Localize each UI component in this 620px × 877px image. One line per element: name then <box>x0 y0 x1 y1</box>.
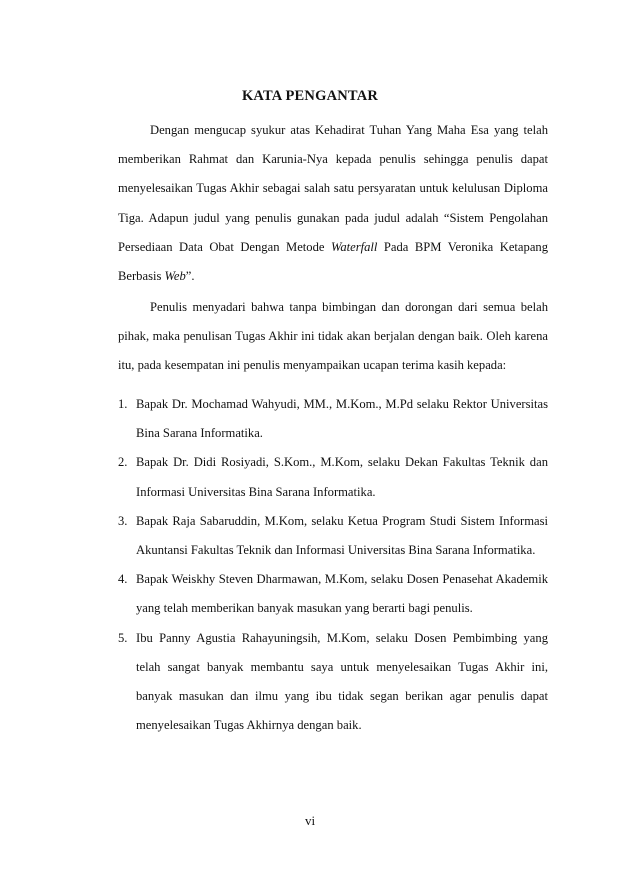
list-item-text: Bapak Dr. Didi Rosiyadi, S.Kom., M.Kom, selaku Dekan Fakultas Teknik dan Informasi Universitas Bina Sarana Informatika. <box>136 455 548 499</box>
list-item-number: 4. <box>118 572 128 587</box>
list-item-text: Bapak Raja Sabaruddin, M.Kom, selaku Ketua Program Studi Sistem Informasi Akuntansi Fakultas Teknik dan Informasi Universitas Bina Sarana Informatika. <box>136 513 548 558</box>
acknowledgement-list <box>118 390 548 740</box>
paragraph-opening <box>118 116 548 291</box>
list-item <box>118 448 548 506</box>
list-item-text: Bapak Weiskhy Steven Dharmawan, M.Kom, selaku Dosen Penasehat Akademik yang telah memberikan banyak masukan yang berarti bagi penulis. <box>136 572 548 616</box>
list-item <box>118 624 548 741</box>
list-item <box>118 390 548 448</box>
page-number: vi <box>304 813 316 828</box>
paragraph-thanks: Penulis menyadari bahwa tanpa bimbingan dan dorongan dari semua belah pihak, maka penulisan Tugas Akhir ini tidak akan berjalan dengan baik. Oleh karena itu, pada kesempatan ini penulis menyampaikan ucapan terima kasih kepada: <box>118 300 548 373</box>
paragraph-opening-text-3: ”. <box>185 269 195 284</box>
list-item <box>118 507 548 565</box>
list-item-number: 5. <box>118 630 128 645</box>
list-item <box>118 565 548 623</box>
page-title: KATA PENGANTAR <box>241 88 379 104</box>
list-item-text: Bapak Dr. Mochamad Wahyudi, MM., M.Kom., M.Pd selaku Rektor Universitas Bina Sarana Informatika. <box>136 397 548 441</box>
paragraph-opening-italic-waterfall: Waterfall <box>330 239 378 254</box>
paragraph-opening-text-2: Pada BPM Veronika Ketapang Berbasis <box>118 239 548 284</box>
list-item-number: 3. <box>118 513 128 528</box>
list-item-number: 1. <box>118 397 128 411</box>
paragraph-opening-text-1: Dengan mengucap syukur atas Kehadirat Tuhan Yang Maha Esa yang telah memberikan Rahmat dan Karunia-Nya kepada penulis sehingga penulis dapat menyelesaikan Tugas Akhir sebagai salah satu persyaratan untuk kelulusan Diploma Tiga. Adapun judul yang penulis gunakan pada judul adalah “Sistem Pengolahan Persediaan Data Obat Dengan Metode <box>118 123 548 254</box>
paragraph-opening-italic-web: Web <box>164 269 186 284</box>
list-item-number: 2. <box>118 455 128 470</box>
list-item-text: Ibu Panny Agustia Rahayuningsih, M.Kom, selaku Dosen Pembimbing yang telah sangat banyak membantu saya untuk menyelesaikan Tugas Akhir ini, banyak masukan dan ilmu yang ibu tidak segan berikan agar penulis dapat menyelesaikan Tugas Akhirnya dengan baik. <box>136 630 548 733</box>
